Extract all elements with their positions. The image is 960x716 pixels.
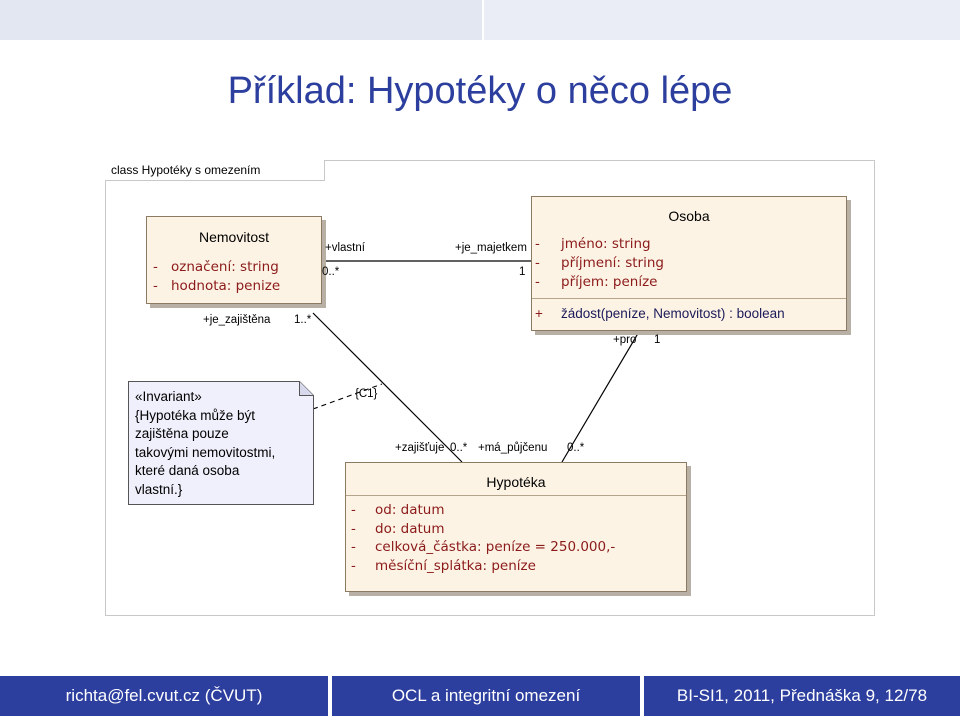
note-line: vlastní.} <box>135 481 183 497</box>
multiplicity-ma-pujcenu: 0..* <box>567 442 585 454</box>
footer-bar <box>0 676 960 716</box>
attribute-list <box>535 235 664 292</box>
multiplicity-zajistuje: 0..* <box>450 442 468 454</box>
association-zajisteni-line <box>313 313 462 462</box>
multiplicity-je-zajistena: 1..* <box>294 314 312 326</box>
role-vlastni: +vlastní <box>325 242 365 254</box>
role-pro: +pro <box>613 334 637 346</box>
invariant-note[interactable] <box>128 381 314 505</box>
multiplicity-pro: 1 <box>654 334 661 346</box>
attribute: - příjem: peníze <box>535 274 658 290</box>
footer-lecture-info: BI-SI1, 2011, Přednáška 9, 12/78 <box>676 686 928 705</box>
class-nemovitost[interactable] <box>146 216 322 304</box>
compartment-divider <box>532 298 846 299</box>
slide-title: Příklad: Hypotéky o něco lépe <box>227 70 733 112</box>
multiplicity-vlastni: 0..* <box>322 266 340 278</box>
note-line: které daná osoba <box>135 463 240 478</box>
class-name: Osoba <box>668 208 710 224</box>
attribute-list <box>351 501 615 575</box>
class-name: Nemovitost <box>198 229 270 245</box>
attribute: - do: datum <box>351 520 445 537</box>
note-text <box>135 388 275 499</box>
diagram-frame-label: class Hypotéky s omezením <box>105 160 325 181</box>
attribute: - jméno: string <box>535 236 651 252</box>
attribute: - označení: string <box>153 259 279 275</box>
attribute-list <box>153 258 280 296</box>
note-line: {Hypotéka může být <box>135 407 256 423</box>
multiplicity-je-majetkem: 1 <box>519 266 526 278</box>
attribute: - hodnota: penize <box>153 278 281 294</box>
attribute: - měsíční_splátka: peníze <box>351 557 536 574</box>
role-je-majetkem: +je_majetkem <box>455 242 527 254</box>
class-osoba[interactable] <box>531 196 847 331</box>
role-ma-pujcenu: +má_půjčenu <box>478 442 548 454</box>
compartment-divider <box>346 495 686 496</box>
note-line: takovými nemovitostmi, <box>135 444 276 460</box>
class-hypoteka[interactable] <box>345 462 687 592</box>
footer-topic: OCL a integritní omezení <box>391 686 581 705</box>
constraint-label: {C1} <box>355 388 378 400</box>
note-line: «Invariant» <box>135 389 202 404</box>
class-name: Hypotéka <box>486 474 546 490</box>
note-line: zajištěna pouze <box>135 426 229 441</box>
role-zajistuje: +zajišťuje <box>395 442 445 454</box>
attribute: - celková_částka: peníze = 250.000,- <box>351 539 616 555</box>
footer-author: richta@fel.cvut.cz (ČVUT) <box>65 686 263 705</box>
operation: + žádost(peníze, Nemovitost) : boolean <box>535 306 785 321</box>
attribute: - příjmení: string <box>535 255 664 271</box>
role-je-zajistena: +je_zajištěna <box>203 314 271 326</box>
attribute: - od: datum <box>351 502 445 518</box>
